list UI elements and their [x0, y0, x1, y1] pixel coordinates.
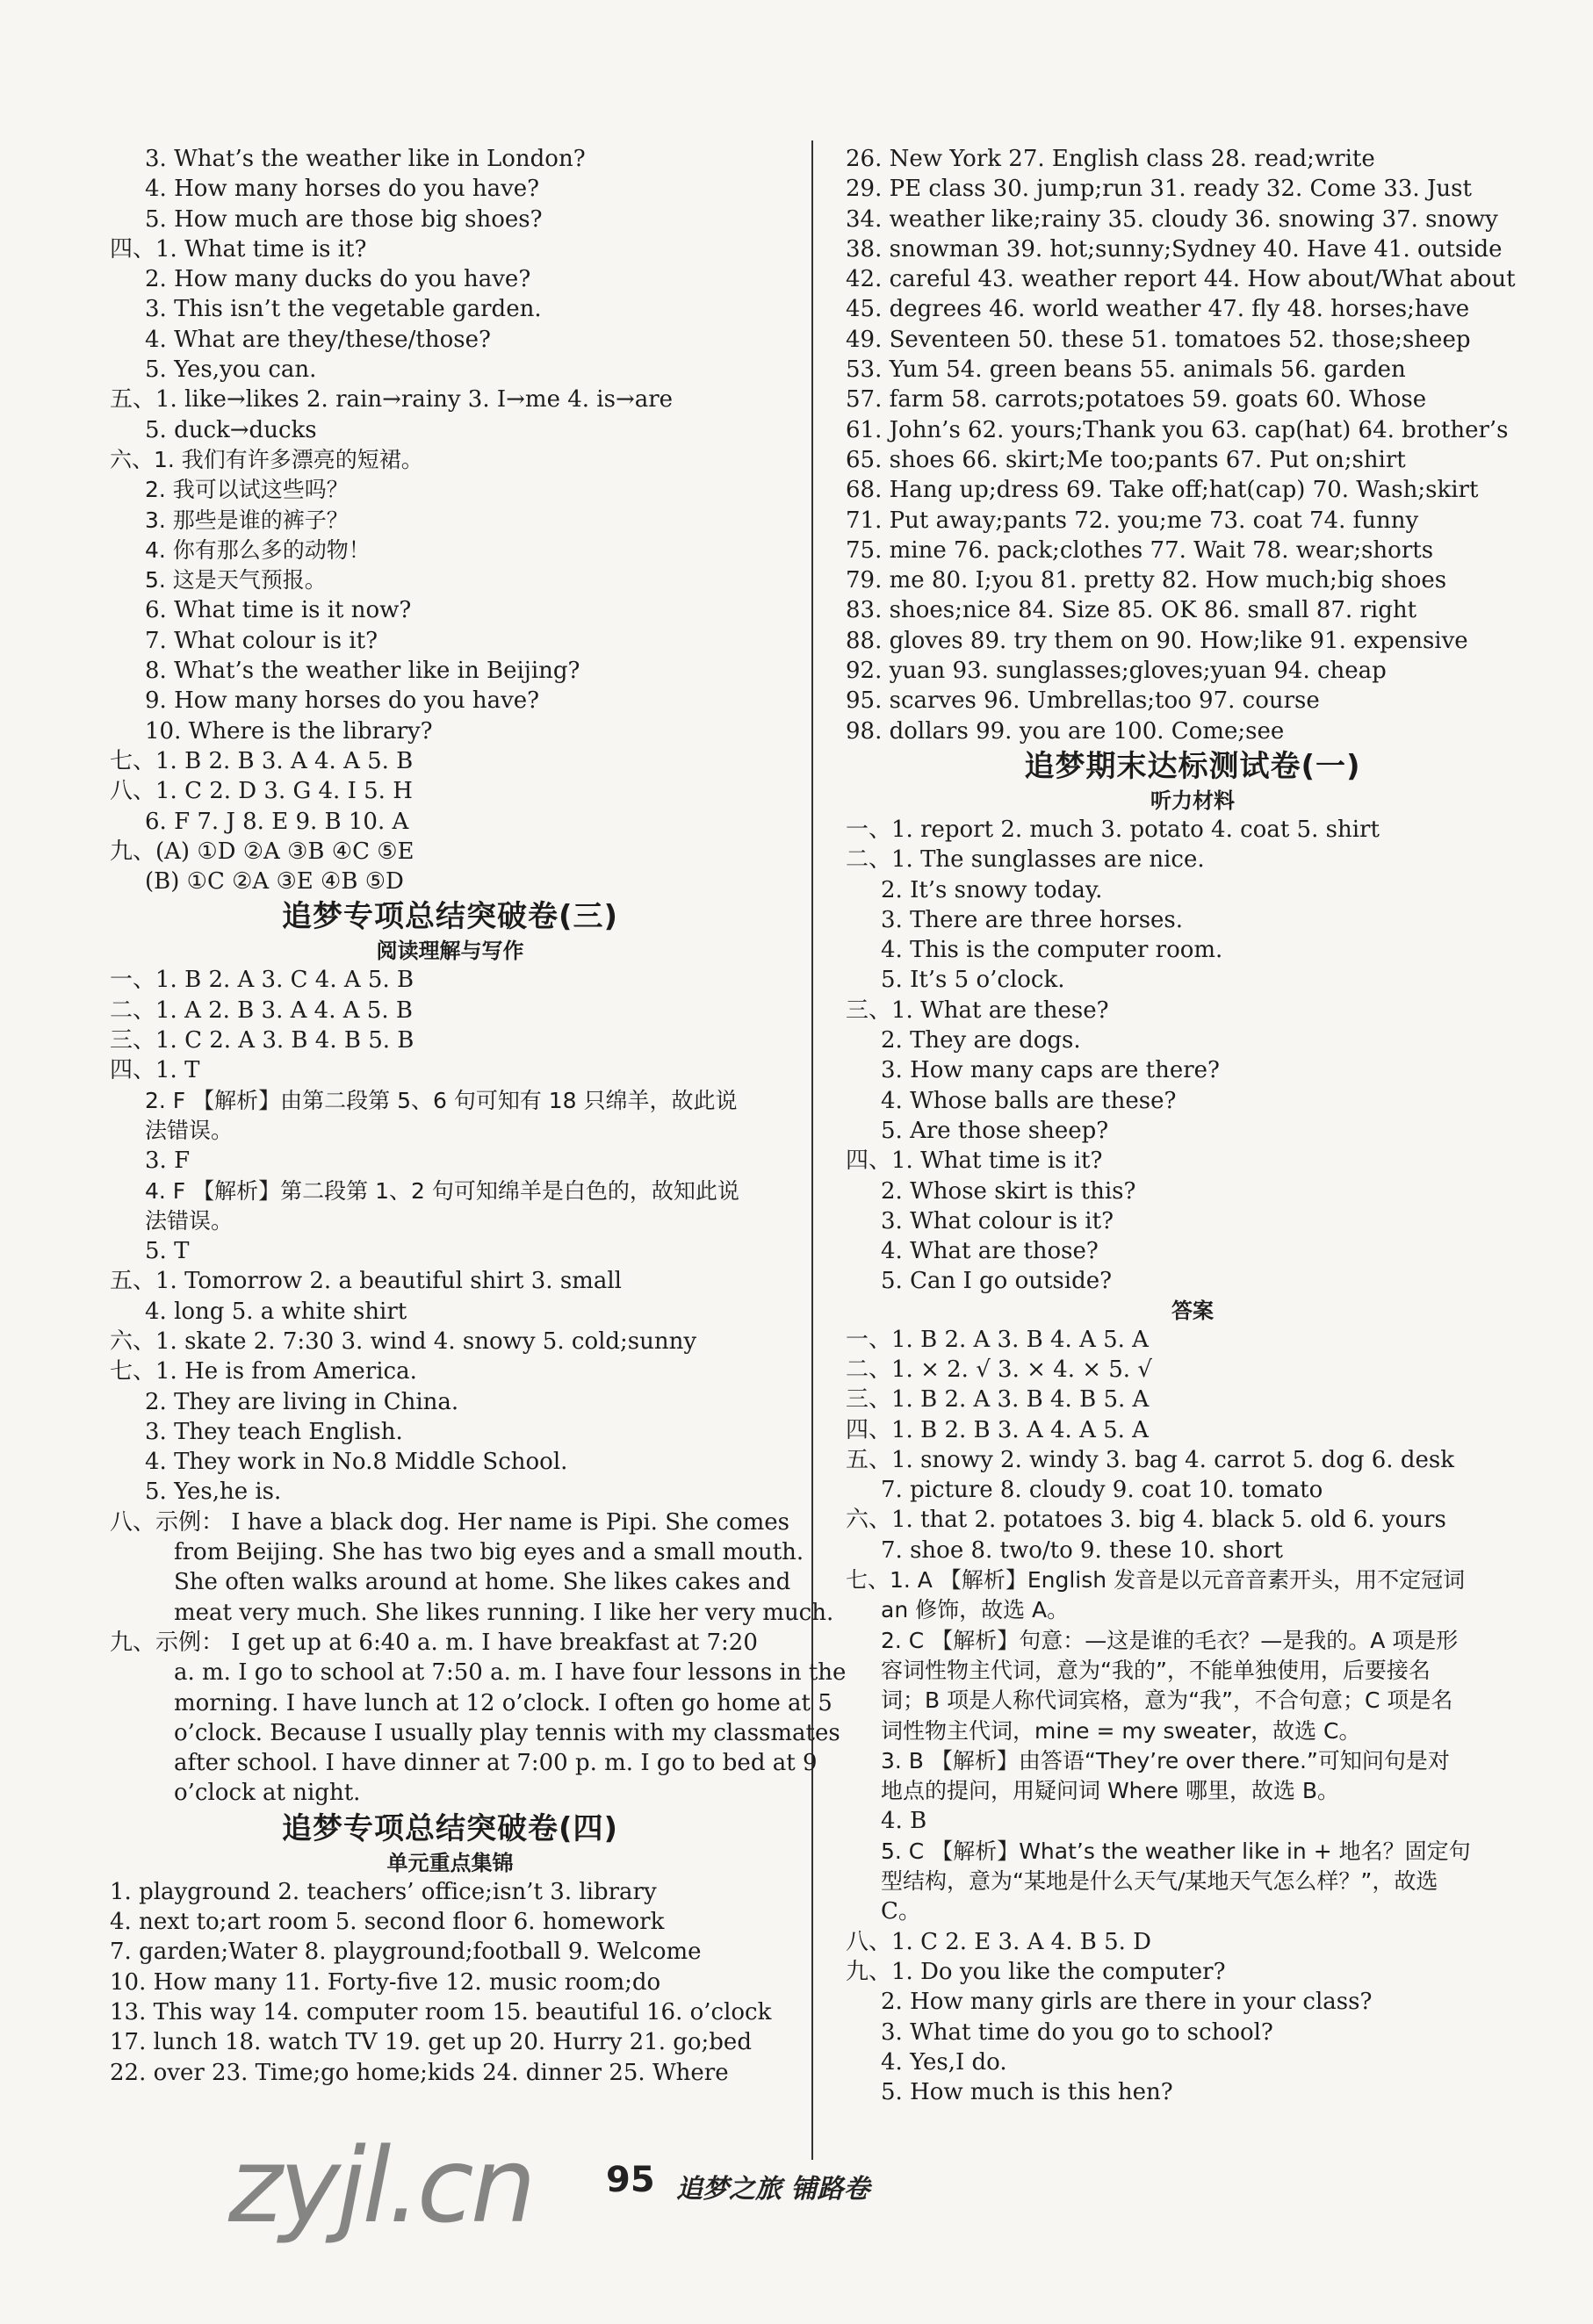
answer-line: 4. B — [881, 1808, 927, 1835]
answer-line: o’clock. Because I usually play tennis with my classmates — [174, 1719, 840, 1746]
answer-line: 45. degrees 46. world weather 47. fly 48. horses;have — [846, 296, 1470, 323]
answer-line: 七、1. B 2. B 3. A 4. A 5. B — [110, 747, 414, 774]
answer-line: 34. weather like;rainy 35. cloudy 36. snowing 37. snowy — [846, 205, 1498, 233]
answer-line: 3. What time do you go to school? — [881, 2018, 1273, 2046]
answer-line: 42. careful 43. weather report 44. How about/What about — [846, 266, 1516, 293]
answer-line: 4. next to;art room 5. second floor 6. homework — [110, 1909, 665, 1936]
answer-line: 65. shoes 66. skirt;Me too;pants 67. Put on;shirt — [846, 446, 1406, 473]
answer-line: 2. 我可以试这些吗？ — [145, 477, 349, 503]
answer-line: 2. It’s snowy today. — [881, 876, 1103, 903]
answer-line: 九、(A) ①D ②A ③B ④C ⑤E — [110, 838, 414, 865]
answer-line: an 修饰，故选 A。 — [881, 1597, 1070, 1623]
answer-line: 二、1. A 2. B 3. A 4. A 5. B — [110, 997, 413, 1024]
answer-line: 二、1. × 2. √ 3. × 4. × 5. √ — [846, 1356, 1152, 1383]
answer-line: 3. This isn’t the vegetable garden. — [145, 296, 542, 323]
answer-line: 2. How many ducks do you have? — [145, 266, 531, 293]
answer-line: (B) ①C ②A ③E ④B ⑤D — [145, 868, 404, 896]
answer-line: 一、1. B 2. A 3. C 4. A 5. B — [110, 967, 414, 994]
answer-line: 3. What’s the weather like in London? — [145, 146, 586, 172]
answer-line: 83. shoes;nice 84. Size 85. OK 86. small 87. right — [846, 597, 1417, 624]
answer-line: 5. C 【解析】What’s the weather like in + 地名？固定句 — [881, 1838, 1471, 1864]
section-subtitle: 听力材料 — [1150, 788, 1235, 813]
answer-line: 98. dollars 99. you are 100. Come;see — [846, 717, 1285, 745]
answer-line: meat very much. She likes running. I like her very much. — [174, 1599, 834, 1626]
answer-line: 4. 你有那么多的动物！ — [145, 536, 371, 563]
answer-line: 1. playground 2. teachers’ office;isn’t 3. library — [110, 1878, 657, 1905]
answer-line: 5. Can I go outside? — [881, 1268, 1113, 1295]
answer-line: 六、1. skate 2. 7:30 3. wind 4. snowy 5. cold;sunny — [110, 1327, 697, 1355]
answer-line: 七、1. He is from America. — [110, 1358, 417, 1385]
answer-line: 四、1. What time is it? — [846, 1148, 1103, 1175]
answer-line: 92. yuan 93. sunglasses;gloves;yuan 94. cheap — [846, 658, 1387, 685]
watermark: zyjl.cn — [228, 2125, 533, 2246]
answer-line: 95. scarves 96. Umbrellas;too 97. course — [846, 687, 1320, 715]
answer-line: 3. 那些是谁的裤子？ — [145, 507, 349, 533]
answer-line: 10. How many 11. Forty-five 12. music room;do — [110, 1968, 661, 1996]
answer-line: 2. How many girls are there in your class? — [881, 1989, 1373, 2016]
answer-line: 5. 这是天气预报。 — [145, 567, 327, 594]
answer-line: 4. How many horses do you have? — [145, 176, 540, 203]
answer-line: 五、1. Tomorrow 2. a beautiful shirt 3. small — [110, 1268, 622, 1295]
answer-line: 五、1. like→likes 2. rain→rainy 3. I→me 4. is→are — [110, 386, 674, 414]
answer-line: 八、示例： I have a black dog. Her name is Pipi. She comes — [110, 1508, 789, 1536]
section-subtitle: 单元重点集锦 — [386, 1850, 514, 1875]
answer-line: 4. This is the computer room. — [881, 937, 1223, 964]
answer-line: 容词性物主代词，意为“我的”，不能单独使用，后要接名 — [881, 1657, 1431, 1683]
answer-line: 4. They work in No.8 Middle School. — [145, 1449, 568, 1476]
page-footer — [228, 2125, 931, 2256]
right-column — [846, 144, 1539, 2107]
brand-logo-text: 追梦之旅 铺路卷 — [676, 2174, 870, 2205]
answer-line: 六、1. 我们有许多漂亮的短裙。 — [110, 446, 423, 472]
answer-line: 7. garden;Water 8. playground;football 9. Welcome — [110, 1939, 702, 1966]
answer-line: 2. C 【解析】句意：—这是谁的毛衣？—是我的。A 项是形 — [881, 1627, 1459, 1653]
answer-line: 29. PE class 30. jump;run 31. ready 32. Come 33. Just — [846, 176, 1472, 203]
answer-line: 七、1. A 【解析】English 发音是以元音音素开头，用不定冠词 — [846, 1567, 1466, 1594]
answer-line: 17. lunch 18. watch TV 19. get up 20. Hurry 21. go;bed — [110, 2029, 752, 2056]
answer-line: 9. How many horses do you have? — [145, 687, 540, 715]
answer-line: 4. What are they/these/those? — [145, 326, 491, 353]
answer-line: 49. Seventeen 50. these 51. tomatoes 52. those;sheep — [846, 326, 1471, 353]
answer-line: 3. F — [145, 1148, 191, 1175]
section-title: 追梦期末达标测试卷(一) — [1024, 748, 1361, 784]
answer-line: 三、1. C 2. A 3. B 4. B 5. B — [110, 1027, 414, 1054]
answer-line: 3. How many caps are there? — [881, 1057, 1221, 1084]
answer-line: a. m. I go to school at 7:50 a. m. I have four lessons in the — [174, 1659, 847, 1687]
answer-line: 7. shoe 8. two/to 9. these 10. short — [881, 1536, 1283, 1564]
answer-line: 88. gloves 89. try them on 90. How;like 91. expensive — [846, 627, 1468, 654]
answer-line: 13. This way 14. computer room 15. beautiful 16. o’clock — [110, 1998, 772, 2025]
answer-line: 5. Are those sheep? — [881, 1117, 1109, 1144]
answer-line: 6. F 7. J 8. E 9. B 10. A — [145, 808, 409, 835]
answer-line: 五、1. snowy 2. windy 3. bag 4. carrot 5. dog 6. desk — [846, 1446, 1454, 1473]
answer-line: 5. How much are those big shoes? — [145, 205, 543, 233]
answer-line: 二、1. The sunglasses are nice. — [846, 846, 1205, 874]
answer-line: 词；B 项是人称代词宾格，意为“我”，不合句意；C 项是名 — [881, 1687, 1453, 1714]
answer-line: 53. Yum 54. green beans 55. animals 56. garden — [846, 356, 1406, 384]
answer-line: 38. snowman 39. hot;sunny;Sydney 40. Have 41. outside — [846, 235, 1503, 263]
answer-line: 法错误。 — [145, 1117, 234, 1143]
answer-line: 4. long 5. a white shirt — [145, 1298, 407, 1325]
column-divider — [811, 140, 813, 2160]
answer-line: 六、1. that 2. potatoes 3. big 4. black 5. old 6. yours — [846, 1507, 1446, 1534]
answer-line: 61. John’s 62. yours;Thank you 63. cap(hat) 64. brother’s — [846, 416, 1509, 443]
answer-line: 26. New York 27. English class 28. read;write — [846, 146, 1375, 172]
answer-line: morning. I have lunch at 12 o’clock. I often go home at 5 — [174, 1689, 833, 1716]
answer-line: 22. over 23. Time;go home;kids 24. dinner 25. Where — [110, 2059, 729, 2086]
answer-line: from Beijing. She has two big eyes and a small mouth. — [174, 1539, 804, 1566]
page-number: 95 — [606, 2160, 655, 2200]
answer-line: 2. They are living in China. — [145, 1388, 459, 1415]
answer-line: 7. picture 8. cloudy 9. coat 10. tomato — [881, 1477, 1323, 1504]
answer-line: 法错误。 — [145, 1207, 234, 1234]
answer-line: 5. Yes,you can. — [145, 356, 317, 384]
answer-line: 4. What are those? — [881, 1238, 1099, 1265]
answer-line: 5. How much is this hen? — [881, 2079, 1173, 2106]
answer-line: 八、1. C 2. D 3. G 4. I 5. H — [110, 778, 413, 805]
answer-line: 地点的提问，用疑问词 Where 哪里，故选 B。 — [881, 1778, 1340, 1804]
answer-line: 5. It’s 5 o’clock. — [881, 967, 1065, 994]
answer-line: 5. duck→ducks — [145, 416, 317, 443]
answer-line: 57. farm 58. carrots;potatoes 59. goats 60. Whose — [846, 386, 1427, 414]
answer-line: 79. me 80. I;you 81. pretty 82. How much;big shoes — [846, 567, 1447, 594]
answer-line: 8. What’s the weather like in Beijing? — [145, 658, 580, 685]
answer-line: 八、1. C 2. E 3. A 4. B 5. D — [846, 1928, 1152, 1955]
answer-line: 3. What colour is it? — [881, 1207, 1114, 1234]
answer-line: 2. Whose skirt is this? — [881, 1177, 1136, 1205]
section-subtitle: 阅读理解与写作 — [376, 939, 524, 964]
answer-line: 一、1. report 2. much 3. potato 4. coat 5. shirt — [846, 816, 1380, 843]
answer-line: 2. F 【解析】由第二段第 5、6 句可知有 18 只绵羊，故此说 — [145, 1087, 738, 1113]
answer-line: 4. Whose balls are these? — [881, 1087, 1177, 1114]
answer-line: 型结构，意为“某地是什么天气/某地天气怎么样？”，故选 — [881, 1868, 1438, 1895]
answer-line: 四、1. What time is it? — [110, 235, 367, 263]
answer-line: 2. They are dogs. — [881, 1027, 1081, 1054]
answer-line: 四、1. T — [110, 1057, 200, 1084]
answer-line: 7. What colour is it? — [145, 627, 378, 654]
answer-line: 75. mine 76. pack;clothes 77. Wait 78. wear;shorts — [846, 536, 1434, 564]
answer-line: 四、1. B 2. B 3. A 4. A 5. A — [846, 1416, 1149, 1443]
answer-line: 10. Where is the library? — [145, 717, 433, 745]
answer-line: 3. There are three horses. — [881, 906, 1184, 933]
answer-line: o’clock at night. — [174, 1780, 361, 1807]
answer-line: 3. B 【解析】由答语“They’re over there.”可知问句是对 — [881, 1747, 1450, 1774]
answer-line: 九、示例： I get up at 6:40 a. m. I have breakfast at 7:20 — [110, 1629, 758, 1656]
answer-line: after school. I have dinner at 7:00 p. m. I go to bed at 9 — [174, 1750, 818, 1777]
left-column — [110, 144, 847, 2088]
answer-line: 九、1. Do you like the computer? — [846, 1958, 1226, 1985]
answer-line: 5. T — [145, 1238, 190, 1265]
answer-line: 4. F 【解析】第二段第 1、2 句可知绵羊是白色的，故知此说 — [145, 1177, 739, 1204]
section-subtitle: 答案 — [1171, 1298, 1214, 1323]
answer-line: 5. Yes,he is. — [145, 1479, 282, 1506]
answer-line: C。 — [881, 1898, 921, 1925]
answer-line: 三、1. What are these? — [846, 997, 1109, 1024]
answer-line: She often walks around at home. She likes cakes and — [174, 1569, 791, 1596]
section-title: 追梦专项总结突破卷(三) — [281, 899, 619, 935]
answer-line: 3. They teach English. — [145, 1418, 403, 1445]
answer-line: 68. Hang up;dress 69. Take off;hat(cap) 70. Wash;skirt — [846, 477, 1479, 504]
answer-line: 三、1. B 2. A 3. B 4. B 5. A — [846, 1386, 1150, 1414]
answer-line: 4. Yes,I do. — [881, 2048, 1007, 2076]
section-title: 追梦专项总结突破卷(四) — [281, 1810, 619, 1846]
answer-line: 一、1. B 2. A 3. B 4. A 5. A — [846, 1326, 1149, 1353]
answer-line: 6. What time is it now? — [145, 597, 412, 624]
answer-line: 词性物主代词，mine = my sweater，故选 C。 — [881, 1717, 1361, 1744]
answer-line: 71. Put away;pants 72. you;me 73. coat 74. funny — [846, 507, 1419, 534]
